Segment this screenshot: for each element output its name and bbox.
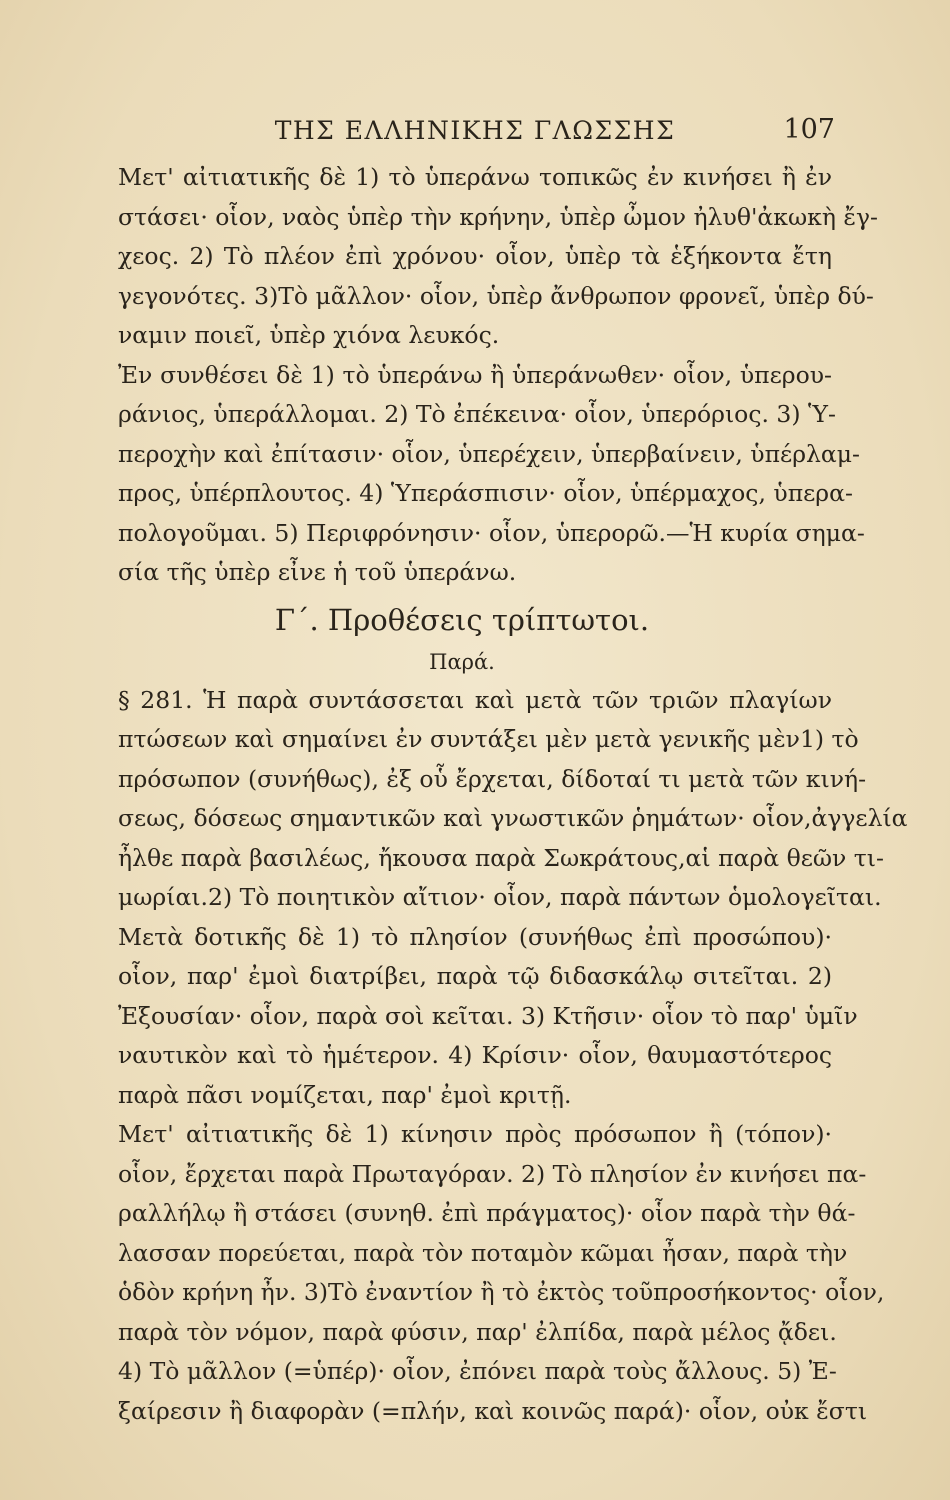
paragraph	[92, 158, 878, 356]
paragraph	[92, 681, 908, 918]
text-line: μωρίαι.2) Τὸ ποιητικὸν αἴτιον· οἷον, παρὰ πάντων ὁμολογεῖται.	[118, 883, 882, 911]
text-line: στάσει· οἷον, ναὸς ὑπὲρ τὴν κρήνην, ὑπὲρ ὦμον ἠλυθ'ἀκωκὴ ἔγ-	[118, 202, 878, 231]
page-header	[95, 112, 855, 152]
text-line: Ἐξουσίαν· οἷον, παρὰ σοὶ κεῖται. 3) Κτῆσιν· οἷον τὸ παρ' ὑμῖν	[118, 1001, 858, 1030]
text-line: παρὰ τὸν νόμον, παρὰ φύσιν, παρ' ἐλπίδα, παρὰ μέλος ᾄδει.	[118, 1317, 837, 1346]
paragraph	[92, 1115, 885, 1431]
text-line: Μετὰ δοτικῆς δὲ 1) τὸ πλησίον (συνήθως ἐπὶ προσώπου)·	[118, 922, 832, 951]
paragraph	[92, 356, 865, 593]
text-line: πολογοῦμαι. 5) Περιφρόνησιν· οἷον, ὑπερορῶ.—Ἡ κυρία σημα-	[118, 518, 865, 547]
section-heading: Γ΄. Προθέσεις τρίπτωτοι.	[274, 602, 650, 637]
text-line: περοχὴν καὶ ἐπίτασιν· οἷον, ὑπερέχειν, ὑπερβαίνειν, ὑπέρλαμ-	[118, 439, 860, 468]
text-line: Ἐν συνθέσει δὲ 1) τὸ ὑπεράνω ἢ ὑπεράνωθεν· οἷον, ὑπερου-	[118, 360, 832, 389]
text-line: γεγονότες. 3)Τὸ μᾶλλον· οἷον, ὑπὲρ ἄνθρωπον φρονεῖ, ὑπὲρ δύ-	[118, 281, 874, 310]
text-line: λασσαν πορεύεται, παρὰ τὸν ποταμὸν κῶμαι ἦσαν, παρὰ τὴν	[118, 1238, 848, 1267]
text-line: ναμιν ποιεῖ, ὑπὲρ χιόνα λευκός.	[118, 321, 500, 349]
text-line: Μετ' αἰτιατικῆς δὲ 1) κίνησιν πρὸς πρόσωπον ἢ (τόπον)·	[118, 1120, 832, 1148]
text-line: Μετ' αἰτιατικῆς δὲ 1) τὸ ὑπεράνω τοπικῶς ἐν κινήσει ἢ ἐν	[118, 163, 832, 191]
text-line: σεως, δόσεως σημαντικῶν καὶ γνωστικῶν ῥημάτων· οἷον,ἀγγελία	[118, 804, 908, 832]
text-line: 4) Τὸ μᾶλλον (=ὑπέρ)· οἷον, ἐπόνει παρὰ τοὺς ἄλλους. 5) Ἐ-	[118, 1357, 837, 1385]
text-line: οἷον, ἔρχεται παρὰ Πρωταγόραν. 2) Τὸ πλησίον ἐν κινήσει πα-	[118, 1159, 867, 1188]
text-line: χεος. 2) Τὸ πλέον ἐπὶ χρόνου· οἷον, ὑπὲρ τὰ ἑξήκοντα ἔτη	[118, 242, 832, 270]
page-body	[92, 158, 908, 1431]
paragraph	[92, 918, 858, 1116]
text-line: προς, ὑπέρπλουτος. 4) Ὑπεράσπισιν· οἷον, ὑπέρμαχος, ὑπερα-	[118, 479, 853, 507]
text-line: ἦλθε παρὰ βασιλέως, ἤκουσα παρὰ Σωκράτους,αἱ παρὰ θεῶν τι-	[118, 843, 884, 872]
text-line: σία τῆς ὑπὲρ εἶνε ἡ τοῦ ὑπεράνω.	[118, 558, 517, 586]
text-line: ὁδὸν κρήνη ἦν. 3)Τὸ ἐναντίον ἢ τὸ ἐκτὸς τοῦπροσήκοντος· οἷον,	[118, 1278, 885, 1306]
text-line: πρόσωπον (συνήθως), ἐξ οὗ ἔρχεται, δίδοταί τι μετὰ τῶν κινή-	[118, 764, 867, 793]
text-line: παρὰ πᾶσι νομίζεται, παρ' ἐμοὶ κριτῇ.	[118, 1080, 572, 1109]
text-line: οἷον, παρ' ἐμοὶ διατρίβει, παρὰ τῷ διδασκάλῳ σιτεῖται. 2)	[118, 962, 832, 990]
text-line: ξαίρεσιν ἢ διαφορὰν (=πλήν, καὶ κοινῶς παρά)· οἷον, οὐκ ἔστι	[118, 1396, 868, 1425]
text-line: ναυτικὸν καὶ τὸ ἡμέτερον. 4) Κρίσιν· οἷον, θαυμαστότερος	[118, 1041, 832, 1069]
page-number: 107	[783, 114, 835, 145]
text-line: πτώσεων καὶ σημαίνει ἐν συντάξει μὲν μετὰ γενικῆς μὲν1) τὸ	[118, 725, 859, 753]
running-title: ΤΗΣ ΕΛΛΗΝΙΚΗΣ ΓΛΩΣΣΗΣ	[274, 116, 676, 145]
text-line: ράνιος, ὑπεράλλομαι. 2) Τὸ ἐπέκεινα· οἷον, ὑπερόριος. 3) Ὑ-	[118, 400, 836, 428]
text-line: ραλλήλῳ ἢ στάσει (συνηθ. ἐπὶ πράγματος)· οἷον παρὰ τὴν θά-	[118, 1199, 856, 1227]
text-line: § 281. Ἡ παρὰ συντάσσεται καὶ μετὰ τῶν τριῶν πλαγίων	[118, 685, 832, 714]
subheading: Παρά.	[429, 649, 495, 674]
